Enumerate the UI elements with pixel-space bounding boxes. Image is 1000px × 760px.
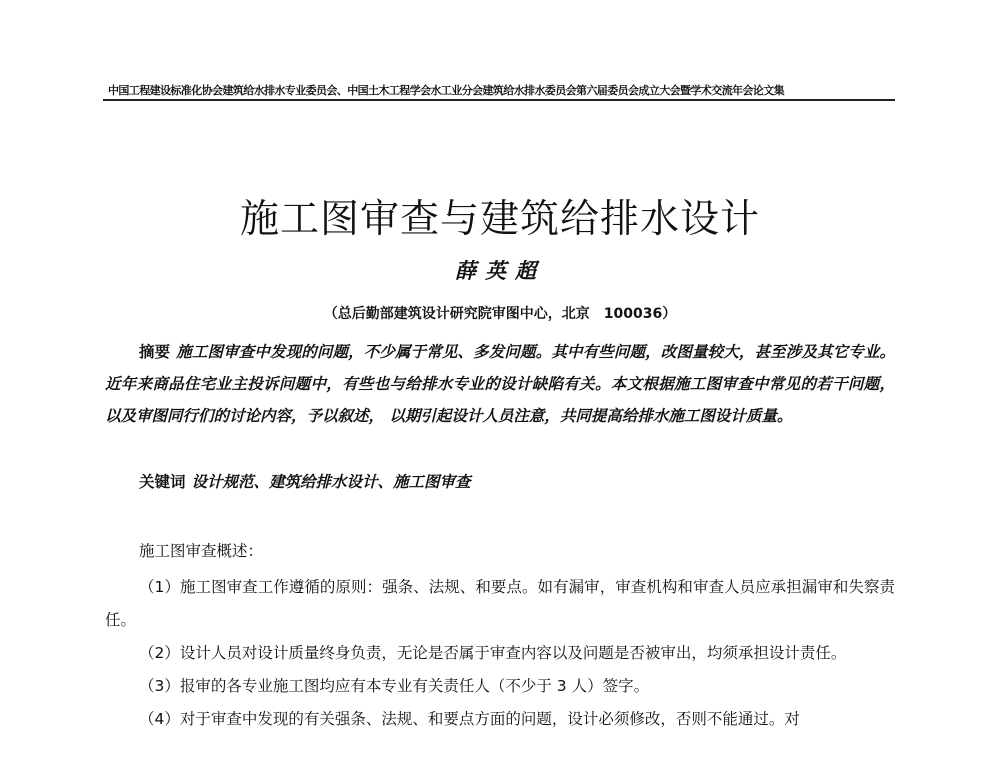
running-header: 中国工程建设标准化协会建筑给水排水专业委员会、中国土木工程学会水工业分会建筑给水排水委员会第六届委员会成立大会暨学术交流年会论文集	[108, 84, 784, 97]
body-paragraph-1: （1）施工图审查工作遵循的原则：强条、法规、和要点。如有漏审，审查机构和审查人员应承担漏审和失察责任。	[105, 578, 895, 629]
author-affiliation: （总后勤部建筑设计研究院审图中心，北京 100036）	[323, 306, 677, 322]
body-text	[105, 571, 895, 736]
abstract	[105, 336, 895, 432]
body-paragraph-3: （3）报审的各专业施工图均应有本专业有关责任人（不少于 3 人）签字。	[139, 677, 650, 695]
header-rule	[103, 99, 895, 101]
paper-title: 施工图审查与建筑给排水设计	[239, 197, 760, 242]
keywords	[139, 470, 895, 492]
body-paragraph-4: （4）对于审查中发现的有关强条、法规、和要点方面的问题，设计必须修改，否则不能通过。对	[139, 710, 800, 728]
keywords-label: 关键词	[139, 473, 186, 491]
section-heading: 施工图审查概述：	[139, 542, 264, 560]
keywords-text: 设计规范、建筑给排水设计、施工图审查	[191, 472, 471, 491]
abstract-label: 摘要	[139, 343, 171, 361]
abstract-text: 施工图审查中发现的问题，不少属于常见、多发问题。其中有些问题，改图量较大，甚至涉及其它专业。近年来商品住宅业主投诉问题中，有些也与给排水专业的设计缺陷有关。本文根据施工图审查中常见的若干问题，以及审图同行们的讨论内容，予以叙述， 以期引起设计人员注意，共同提高给排水施工图设计质量。	[105, 342, 895, 425]
body-paragraph-2: （2）设计人员对设计质量终身负责，无论是否属于审查内容以及问题是否被审出，均须承担设计责任。	[139, 644, 847, 662]
author-name: 薛英超	[455, 258, 545, 283]
